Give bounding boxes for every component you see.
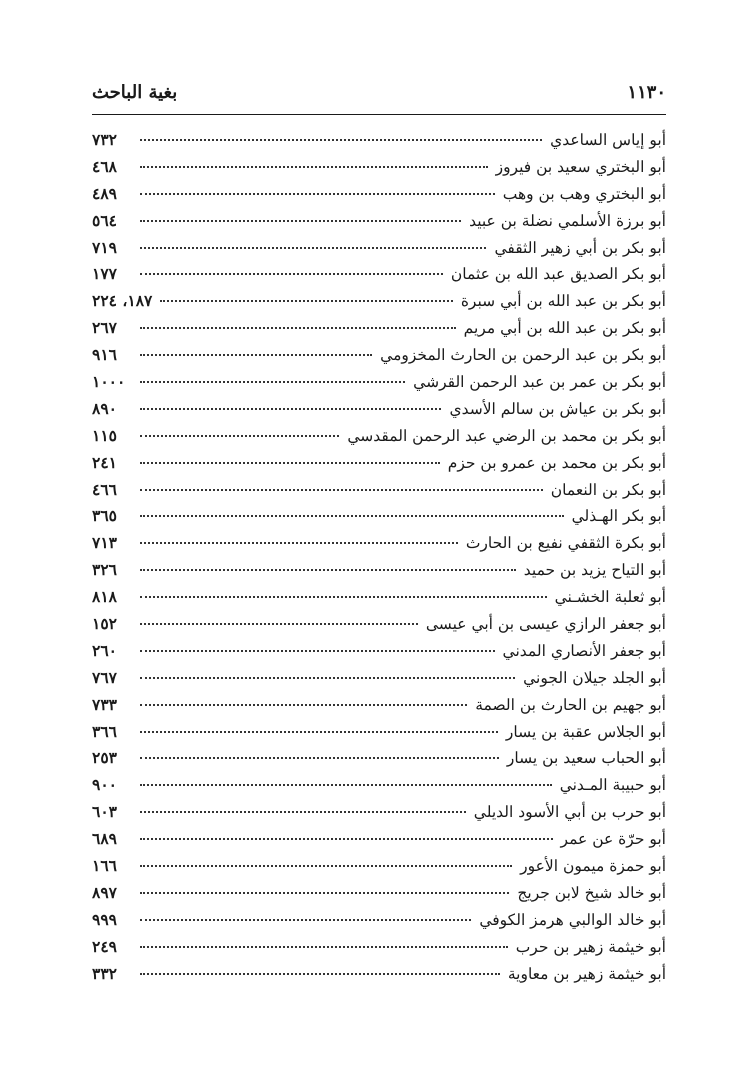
entry-name: أبو بكر بن أبي زهير الثقفي — [494, 238, 666, 257]
dot-leader — [140, 139, 542, 141]
dot-leader — [140, 273, 443, 275]
dot-leader — [140, 838, 553, 840]
entry-name: أبو بكر بن عبد الرحمن بن الحارث المخزومي — [380, 346, 666, 365]
index-entry — [92, 907, 666, 934]
entry-pages: ٧١٣ — [92, 533, 117, 553]
entry-name: أبو بكر الصديق عبد الله بن عثمان — [450, 265, 666, 284]
index-entry — [92, 208, 666, 235]
page-number: ١١٣٠ — [627, 82, 666, 103]
index-list — [92, 127, 666, 988]
dot-leader — [140, 462, 440, 464]
entry-pages: ١٧٧ — [92, 264, 117, 284]
index-entry — [92, 638, 666, 665]
entry-pages: ١٨٧، ٢٢٤ — [92, 291, 153, 311]
entry-pages: ٩٩٩ — [92, 909, 117, 929]
header-divider — [92, 114, 666, 115]
entry-name: أبو بكر بن عبد الله بن أبي مريم — [463, 319, 666, 338]
entry-pages: ٣٦٦ — [92, 721, 117, 741]
entry-name: أبو حمزة ميمون الأعور — [520, 857, 666, 876]
entry-pages: ١٠٠٠ — [92, 372, 126, 392]
index-entry — [92, 261, 666, 288]
index-entry — [92, 369, 666, 396]
index-entry — [92, 826, 666, 853]
entry-pages: ٩٠٠ — [92, 775, 117, 795]
dot-leader — [140, 193, 495, 195]
dot-leader — [140, 650, 495, 652]
index-entry — [92, 477, 666, 504]
index-entry — [92, 127, 666, 154]
dot-leader — [140, 354, 372, 356]
dot-leader — [140, 784, 552, 786]
index-entry — [92, 396, 666, 423]
entry-name: أبو ثعلبة الخشـني — [554, 588, 666, 607]
entry-pages: ٢٦٠ — [92, 640, 117, 660]
entry-name: أبو خيثمة زهير بن حرب — [515, 937, 666, 956]
index-entry — [92, 530, 666, 557]
dot-leader — [140, 166, 488, 168]
entry-name: أبو بكر بن عمر بن عبد الرحمن القرشي — [413, 373, 666, 392]
index-entry — [92, 154, 666, 181]
entry-pages: ٣٢٦ — [92, 560, 117, 580]
entry-pages: ٢٤٩ — [92, 936, 117, 956]
entry-name: أبو خالد شيخ لابن جريج — [517, 883, 666, 902]
dot-leader — [140, 919, 471, 921]
page-header — [92, 74, 666, 114]
entry-pages: ٥٦٤ — [92, 210, 117, 230]
index-entry — [92, 235, 666, 262]
entry-pages: ٧٦٧ — [92, 667, 117, 687]
dot-leader — [140, 677, 515, 679]
entry-pages: ٧٣٣ — [92, 694, 117, 714]
entry-name: أبو بكر بن عياش بن سالم الأسدي — [449, 399, 666, 418]
index-entry — [92, 853, 666, 880]
index-entry — [92, 181, 666, 208]
index-entry — [92, 315, 666, 342]
index-entry — [92, 719, 666, 746]
entry-name: أبو خيثمة زهير بن معاوية — [507, 964, 666, 983]
dot-leader — [140, 811, 466, 813]
dot-leader — [140, 623, 418, 625]
index-entry — [92, 772, 666, 799]
entry-pages: ٢٦٧ — [92, 318, 117, 338]
entry-name: أبو بكر بن النعمان — [550, 480, 666, 499]
dot-leader — [140, 489, 543, 491]
entry-name: أبو بكر بن محمد بن عمرو بن حزم — [447, 453, 666, 472]
entry-name: أبو بكر بن عبد الله بن أبي سبرة — [460, 292, 666, 311]
index-entry — [92, 584, 666, 611]
entry-name: أبو حبيبة المـدني — [559, 776, 666, 795]
entry-name: أبو بكر بن محمد بن الرضي عبد الرحمن المقدسي — [347, 426, 666, 445]
entry-pages: ٦٠٣ — [92, 802, 117, 822]
index-entry — [92, 665, 666, 692]
entry-name: أبو جعفر الأنصاري المدني — [502, 641, 666, 660]
entry-name: أبو التياح يزيد بن حميد — [523, 561, 666, 580]
dot-leader — [140, 247, 486, 249]
index-entry — [92, 342, 666, 369]
index-entry — [92, 450, 666, 477]
dot-leader — [140, 381, 405, 383]
index-entry — [92, 288, 666, 315]
entry-name: أبو البختري سعيد بن فيروز — [495, 157, 666, 176]
entry-pages: ٦٨٩ — [92, 829, 117, 849]
entry-name: أبو إياس الساعدي — [550, 131, 666, 149]
dot-leader — [140, 892, 509, 894]
dot-leader — [140, 435, 339, 437]
index-entry — [92, 557, 666, 584]
index-entry — [92, 961, 666, 988]
dot-leader — [140, 731, 498, 733]
entry-name: أبو الجلاس عقبة بن يسار — [505, 722, 666, 741]
dot-leader — [140, 542, 458, 544]
entry-pages: ٢٥٣ — [92, 748, 117, 768]
entry-pages: ٨١٨ — [92, 587, 117, 607]
running-title: بغية الباحث — [92, 82, 178, 103]
index-entry — [92, 934, 666, 961]
entry-name: أبو البختري وهب بن وهب — [502, 184, 666, 203]
entry-name: أبو حرب بن أبي الأسود الديلي — [473, 803, 666, 822]
dot-leader — [140, 596, 547, 598]
entry-name: أبو جعفر الرازي عيسى بن أبي عيسى — [425, 615, 666, 634]
entry-name: أبو بكر الهـذلي — [571, 507, 666, 526]
dot-leader — [140, 704, 467, 706]
index-entry — [92, 423, 666, 450]
entry-pages: ٩١٦ — [92, 345, 117, 365]
index-entry — [92, 799, 666, 826]
entry-pages: ٣٣٢ — [92, 963, 117, 983]
entry-name: أبو بكرة الثقفي نفيع بن الحارث — [465, 534, 666, 553]
entry-pages: ٧٣٢ — [92, 130, 117, 149]
dot-leader — [140, 220, 461, 222]
entry-pages: ٣٦٥ — [92, 506, 117, 526]
dot-leader — [160, 300, 452, 302]
entry-name: أبو جهيم بن الحارث بن الصمة — [475, 695, 666, 714]
dot-leader — [140, 973, 500, 975]
entry-pages: ٧١٩ — [92, 237, 117, 257]
entry-pages: ٨٩٧ — [92, 882, 117, 902]
entry-pages: ٨٩٠ — [92, 398, 117, 418]
dot-leader — [140, 327, 456, 329]
entry-pages: ١٥٢ — [92, 614, 117, 634]
index-entry — [92, 503, 666, 530]
entry-pages: ١٦٦ — [92, 856, 117, 876]
entry-pages: ٤٦٨ — [92, 156, 117, 176]
index-entry — [92, 880, 666, 907]
entry-pages: ١١٥ — [92, 425, 117, 445]
index-entry — [92, 692, 666, 719]
entry-name: أبو الجلد جيلان الجوني — [523, 668, 666, 687]
index-entry — [92, 745, 666, 772]
entry-pages: ٢٤١ — [92, 452, 117, 472]
index-entry — [92, 611, 666, 638]
entry-name: أبو خالد الوالبي هرمز الكوفي — [479, 910, 666, 929]
entry-pages: ٤٨٩ — [92, 183, 117, 203]
entry-pages: ٤٦٦ — [92, 479, 117, 499]
entry-name: أبو الحباب سعيد بن يسار — [506, 749, 666, 768]
dot-leader — [140, 408, 441, 410]
dot-leader — [140, 865, 512, 867]
dot-leader — [140, 757, 499, 759]
dot-leader — [140, 515, 564, 517]
entry-name: أبو برزة الأسلمي نضلة بن عبيد — [469, 211, 666, 230]
entry-name: أبو حرّة عن عمر — [560, 830, 666, 849]
dot-leader — [140, 946, 508, 948]
dot-leader — [140, 569, 516, 571]
